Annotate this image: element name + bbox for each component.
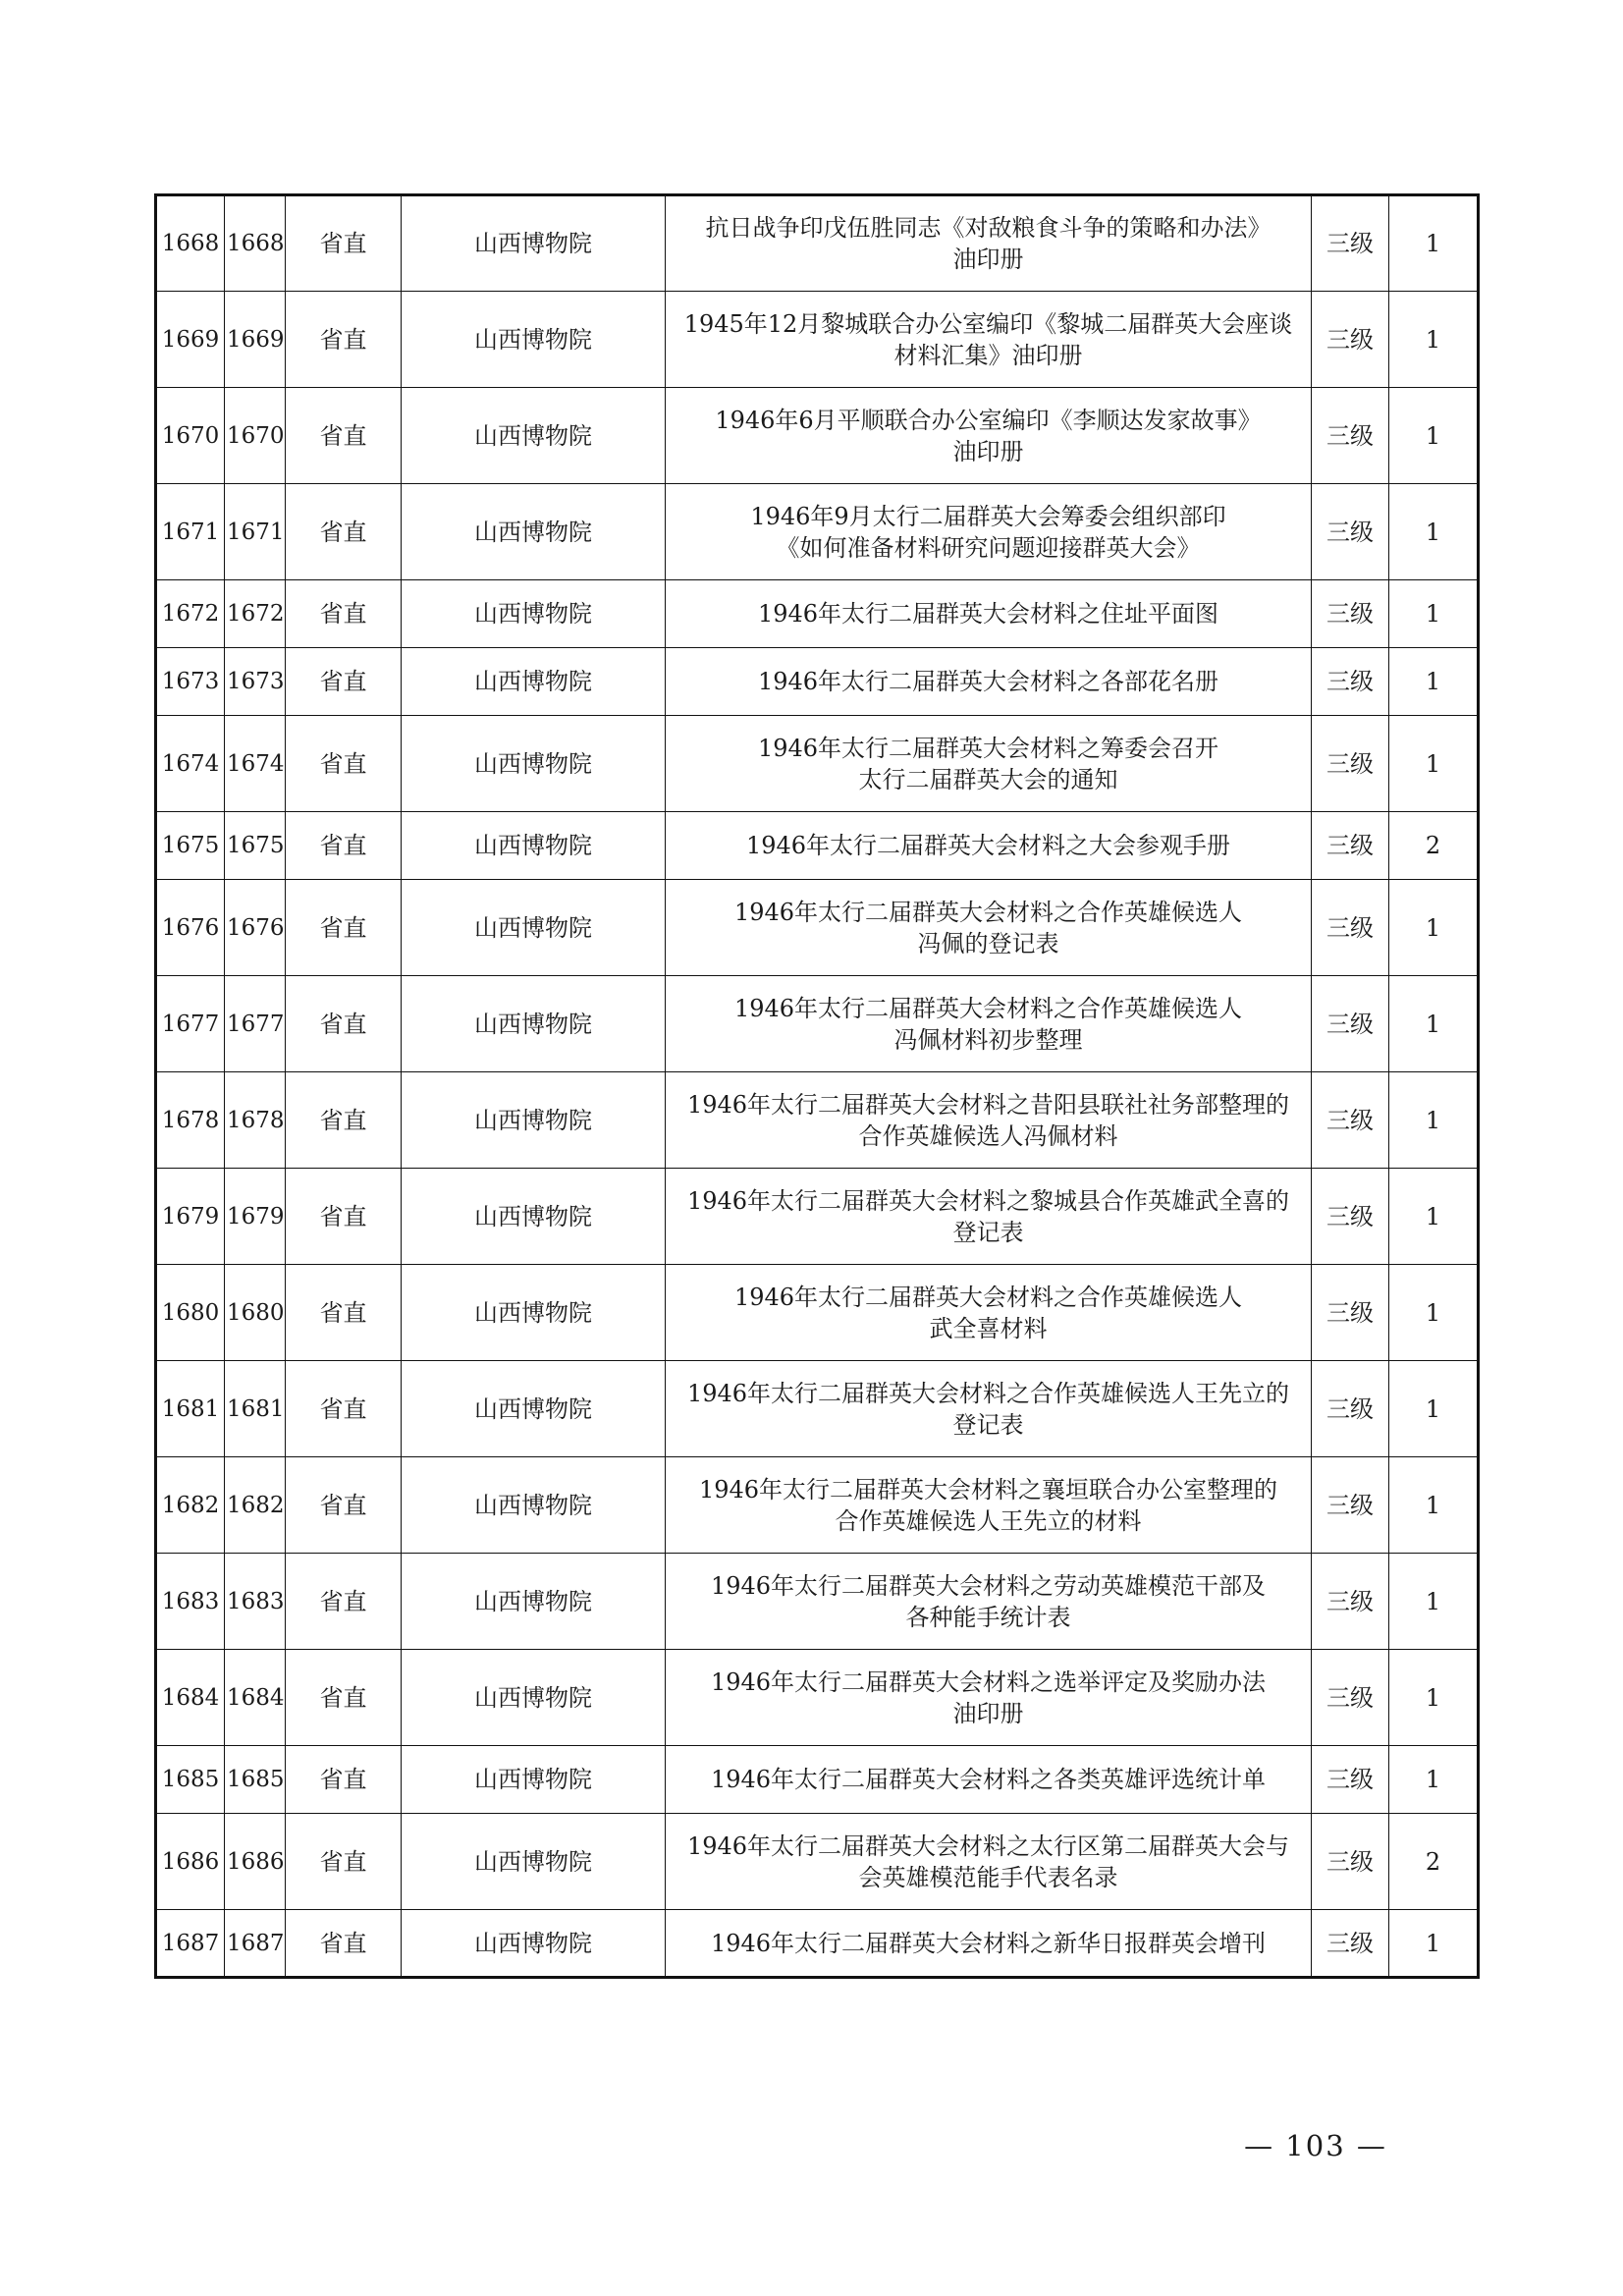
cell-sequence: 1671: [156, 484, 225, 580]
table-row: [156, 1814, 1479, 1910]
table-row: [156, 1650, 1479, 1746]
cell-sequence: 1675: [156, 812, 225, 880]
relic-title-line: 1946年太行二届群英大会材料之选举评定及奖励办法: [710, 1667, 1267, 1696]
relic-title-line: 登记表: [952, 1410, 1024, 1439]
cell-quantity: 1: [1389, 1265, 1479, 1361]
cell-sequence: 1680: [156, 1265, 225, 1361]
cell-quantity: 1: [1389, 484, 1479, 580]
cell-sequence: 1684: [156, 1650, 225, 1746]
cell-grade: 三级: [1312, 292, 1389, 388]
cell-grade: 三级: [1312, 1457, 1389, 1554]
cell-grade: 三级: [1312, 484, 1389, 580]
relic-title-line: 武全喜材料: [929, 1314, 1048, 1342]
cell-holding-unit: 山西博物院: [402, 812, 666, 880]
relic-title-line: 材料汇集》油印册: [893, 341, 1083, 369]
cell-quantity: 1: [1389, 1361, 1479, 1457]
cell-holding-unit: 山西博物院: [402, 1650, 666, 1746]
relic-title-line: 冯佩材料初步整理: [893, 1025, 1083, 1054]
relic-title-line: 1946年太行二届群英大会材料之合作英雄候选人: [733, 1283, 1243, 1311]
cell-category: 省直: [286, 1910, 402, 1978]
relic-title-line: 太行二届群英大会的通知: [858, 765, 1118, 793]
cell-quantity: 1: [1389, 1072, 1479, 1169]
table-row: [156, 812, 1479, 880]
relic-title-line: 1946年太行二届群英大会材料之合作英雄候选人: [733, 994, 1243, 1022]
cell-grade: 三级: [1312, 580, 1389, 648]
cell-holding-unit: 山西博物院: [402, 388, 666, 484]
cell-quantity: 1: [1389, 1910, 1479, 1978]
cell-grade: 三级: [1312, 1814, 1389, 1910]
cell-grade: 三级: [1312, 880, 1389, 976]
cell-relic-title: [666, 1169, 1312, 1265]
relic-title-line: 1946年太行二届群英大会材料之合作英雄候选人: [733, 898, 1243, 926]
table-row: [156, 976, 1479, 1072]
cell-quantity: 1: [1389, 716, 1479, 812]
cell-quantity: 1: [1389, 648, 1479, 716]
cell-grade: 三级: [1312, 716, 1389, 812]
table-body: [156, 195, 1479, 1978]
table-row: [156, 880, 1479, 976]
cell-grade: 三级: [1312, 1361, 1389, 1457]
cell-catalog-number: 1672: [225, 580, 286, 648]
cell-catalog-number: 1676: [225, 880, 286, 976]
cell-grade: 三级: [1312, 1072, 1389, 1169]
relic-title-line: 1946年太行二届群英大会材料之筹委会召开: [757, 734, 1219, 762]
table-row: [156, 484, 1479, 580]
cell-sequence: 1687: [156, 1910, 225, 1978]
relic-title-line: 各种能手统计表: [905, 1603, 1071, 1631]
cell-holding-unit: 山西博物院: [402, 292, 666, 388]
relic-title-line: 1945年12月黎城联合办公室编印《黎城二届群英大会座谈: [683, 309, 1293, 338]
cell-sequence: 1670: [156, 388, 225, 484]
relic-title-line: 《如何准备材料研究问题迎接群英大会》: [776, 533, 1201, 562]
cell-relic-title: [666, 1650, 1312, 1746]
cell-catalog-number: 1675: [225, 812, 286, 880]
cell-relic-title: [666, 195, 1312, 292]
relic-title-line: 1946年太行二届群英大会材料之黎城县合作英雄武全喜的: [686, 1186, 1290, 1215]
relic-title-line: 冯佩的登记表: [917, 929, 1059, 957]
cell-relic-title: [666, 976, 1312, 1072]
cell-category: 省直: [286, 1650, 402, 1746]
relic-title-line: 1946年太行二届群英大会材料之大会参观手册: [745, 832, 1231, 859]
relic-title-line: 1946年太行二届群英大会材料之襄垣联合办公室整理的: [698, 1475, 1278, 1503]
cell-catalog-number: 1684: [225, 1650, 286, 1746]
cell-holding-unit: 山西博物院: [402, 1814, 666, 1910]
cell-holding-unit: 山西博物院: [402, 1910, 666, 1978]
cell-category: 省直: [286, 1361, 402, 1457]
cell-quantity: 1: [1389, 1457, 1479, 1554]
cell-holding-unit: 山西博物院: [402, 1746, 666, 1814]
table-row: [156, 1746, 1479, 1814]
cell-sequence: 1686: [156, 1814, 225, 1910]
cell-sequence: 1668: [156, 195, 225, 292]
cell-holding-unit: 山西博物院: [402, 716, 666, 812]
cell-relic-title: [666, 648, 1312, 716]
cell-grade: 三级: [1312, 388, 1389, 484]
table-row: [156, 388, 1479, 484]
cell-catalog-number: 1681: [225, 1361, 286, 1457]
cell-category: 省直: [286, 292, 402, 388]
cell-holding-unit: 山西博物院: [402, 976, 666, 1072]
cell-quantity: 2: [1389, 1814, 1479, 1910]
cell-grade: 三级: [1312, 1746, 1389, 1814]
page-number: — 103 —: [1244, 2129, 1387, 2162]
cell-quantity: 1: [1389, 880, 1479, 976]
cell-quantity: 1: [1389, 976, 1479, 1072]
cell-catalog-number: 1680: [225, 1265, 286, 1361]
cell-category: 省直: [286, 484, 402, 580]
cell-quantity: 1: [1389, 1650, 1479, 1746]
cell-relic-title: [666, 1814, 1312, 1910]
cell-grade: 三级: [1312, 1650, 1389, 1746]
cell-relic-title: [666, 1554, 1312, 1650]
cell-category: 省直: [286, 1814, 402, 1910]
relic-title-line: 会英雄模范能手代表名录: [858, 1863, 1118, 1891]
cell-quantity: 1: [1389, 292, 1479, 388]
cell-quantity: 1: [1389, 388, 1479, 484]
relic-title-line: 1946年太行二届群英大会材料之劳动英雄模范干部及: [710, 1571, 1267, 1600]
cell-relic-title: [666, 880, 1312, 976]
cell-holding-unit: 山西博物院: [402, 484, 666, 580]
cell-category: 省直: [286, 580, 402, 648]
table-row: [156, 195, 1479, 292]
cell-catalog-number: 1679: [225, 1169, 286, 1265]
cell-catalog-number: 1674: [225, 716, 286, 812]
relic-title-line: 1946年太行二届群英大会材料之太行区第二届群英大会与: [686, 1831, 1290, 1860]
cell-relic-title: [666, 716, 1312, 812]
relic-title-line: 油印册: [952, 246, 1024, 273]
cell-category: 省直: [286, 1169, 402, 1265]
table-row: [156, 1072, 1479, 1169]
cell-sequence: 1674: [156, 716, 225, 812]
cell-sequence: 1676: [156, 880, 225, 976]
cell-sequence: 1678: [156, 1072, 225, 1169]
cell-holding-unit: 山西博物院: [402, 195, 666, 292]
cell-grade: 三级: [1312, 812, 1389, 880]
cell-sequence: 1683: [156, 1554, 225, 1650]
cell-category: 省直: [286, 1746, 402, 1814]
relic-title-line: 1946年太行二届群英大会材料之合作英雄候选人王先立的: [686, 1379, 1290, 1407]
cell-relic-title: [666, 1072, 1312, 1169]
cell-holding-unit: 山西博物院: [402, 1072, 666, 1169]
cell-sequence: 1685: [156, 1746, 225, 1814]
cell-grade: 三级: [1312, 1169, 1389, 1265]
cell-catalog-number: 1668: [225, 195, 286, 292]
table-row: [156, 716, 1479, 812]
cell-grade: 三级: [1312, 648, 1389, 716]
cell-catalog-number: 1673: [225, 648, 286, 716]
cell-catalog-number: 1669: [225, 292, 286, 388]
cell-sequence: 1679: [156, 1169, 225, 1265]
cell-quantity: 1: [1389, 195, 1479, 292]
relic-title-line: 抗日战争印戊伍胜同志《对敌粮食斗争的策略和办法》: [705, 214, 1271, 242]
cell-sequence: 1682: [156, 1457, 225, 1554]
relic-title-line: 1946年6月平顺联合办公室编印《李顺达发家故事》: [715, 406, 1262, 434]
cell-sequence: 1677: [156, 976, 225, 1072]
cell-category: 省直: [286, 1554, 402, 1650]
cell-holding-unit: 山西博物院: [402, 580, 666, 648]
cell-catalog-number: 1677: [225, 976, 286, 1072]
cell-sequence: 1672: [156, 580, 225, 648]
cell-relic-title: [666, 292, 1312, 388]
table-row: [156, 1265, 1479, 1361]
cell-catalog-number: 1685: [225, 1746, 286, 1814]
cell-category: 省直: [286, 880, 402, 976]
cell-relic-title: [666, 1746, 1312, 1814]
relic-title-line: 1946年太行二届群英大会材料之住址平面图: [757, 600, 1219, 628]
relic-title-line: 合作英雄候选人王先立的材料: [835, 1506, 1142, 1535]
cell-quantity: 1: [1389, 1554, 1479, 1650]
cell-relic-title: [666, 388, 1312, 484]
cultural-relics-table: [154, 193, 1480, 1979]
cell-grade: 三级: [1312, 1265, 1389, 1361]
cell-quantity: 2: [1389, 812, 1479, 880]
cell-relic-title: [666, 1910, 1312, 1978]
relic-title-line: 油印册: [952, 1699, 1024, 1727]
cell-holding-unit: 山西博物院: [402, 1457, 666, 1554]
relic-title-line: 合作英雄候选人冯佩材料: [858, 1121, 1118, 1150]
cell-catalog-number: 1671: [225, 484, 286, 580]
cell-sequence: 1681: [156, 1361, 225, 1457]
cell-catalog-number: 1678: [225, 1072, 286, 1169]
cell-holding-unit: 山西博物院: [402, 1554, 666, 1650]
cell-category: 省直: [286, 648, 402, 716]
relic-title-line: 登记表: [952, 1218, 1024, 1246]
cell-holding-unit: 山西博物院: [402, 880, 666, 976]
cell-relic-title: [666, 1457, 1312, 1554]
relic-title-line: 1946年太行二届群英大会材料之昔阳县联社社务部整理的: [686, 1090, 1290, 1119]
cell-relic-title: [666, 812, 1312, 880]
cell-category: 省直: [286, 976, 402, 1072]
cell-category: 省直: [286, 195, 402, 292]
table-row: [156, 1554, 1479, 1650]
cell-holding-unit: 山西博物院: [402, 1265, 666, 1361]
cell-holding-unit: 山西博物院: [402, 1169, 666, 1265]
cell-category: 省直: [286, 388, 402, 484]
cell-catalog-number: 1682: [225, 1457, 286, 1554]
cell-category: 省直: [286, 812, 402, 880]
table-row: [156, 1910, 1479, 1978]
cell-relic-title: [666, 1265, 1312, 1361]
cell-grade: 三级: [1312, 1910, 1389, 1978]
cell-holding-unit: 山西博物院: [402, 1361, 666, 1457]
relic-title-line: 油印册: [952, 437, 1024, 465]
table-row: [156, 1169, 1479, 1265]
table-row: [156, 292, 1479, 388]
cell-category: 省直: [286, 716, 402, 812]
cell-catalog-number: 1683: [225, 1554, 286, 1650]
cell-category: 省直: [286, 1265, 402, 1361]
relic-title-line: 1946年9月太行二届群英大会筹委会组织部印: [750, 502, 1226, 530]
cell-category: 省直: [286, 1457, 402, 1554]
cell-sequence: 1673: [156, 648, 225, 716]
cell-relic-title: [666, 580, 1312, 648]
cell-sequence: 1669: [156, 292, 225, 388]
table-row: [156, 1361, 1479, 1457]
table-row: [156, 580, 1479, 648]
cell-quantity: 1: [1389, 580, 1479, 648]
table-row: [156, 1457, 1479, 1554]
cell-holding-unit: 山西博物院: [402, 648, 666, 716]
cell-relic-title: [666, 484, 1312, 580]
cell-relic-title: [666, 1361, 1312, 1457]
cell-category: 省直: [286, 1072, 402, 1169]
relic-title-line: 1946年太行二届群英大会材料之各类英雄评选统计单: [710, 1766, 1267, 1793]
cell-catalog-number: 1686: [225, 1814, 286, 1910]
cell-grade: 三级: [1312, 976, 1389, 1072]
cell-grade: 三级: [1312, 1554, 1389, 1650]
cell-quantity: 1: [1389, 1746, 1479, 1814]
cell-grade: 三级: [1312, 195, 1389, 292]
relic-title-line: 1946年太行二届群英大会材料之各部花名册: [757, 668, 1219, 695]
table-row: [156, 648, 1479, 716]
relic-title-line: 1946年太行二届群英大会材料之新华日报群英会增刊: [710, 1929, 1267, 1957]
cell-catalog-number: 1687: [225, 1910, 286, 1978]
cell-quantity: 1: [1389, 1169, 1479, 1265]
cell-catalog-number: 1670: [225, 388, 286, 484]
